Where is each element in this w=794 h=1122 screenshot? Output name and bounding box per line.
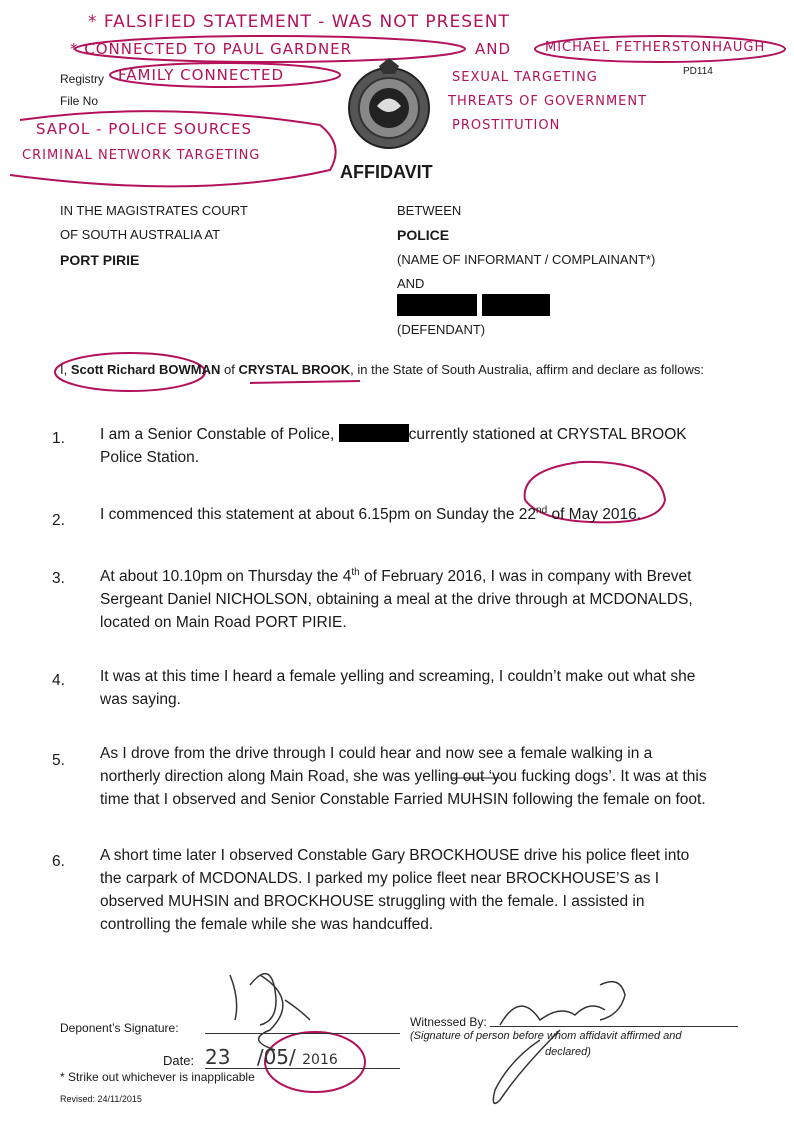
para-5-text-c: time that I observed and Senior Constable Farried MUHSIN following the female on foot. (100, 791, 706, 808)
paragraph-4 (100, 665, 695, 711)
witness-label: Witnessed By: (410, 1015, 487, 1029)
revised-date: Revised: 24/11/2015 (60, 1094, 142, 1104)
para-6-text-c: observed MUHSIN and BROCKHOUSE struggling with the female. I assisted in (100, 893, 645, 910)
para-3-text-b: of February 2016, I was in company with Brevet (364, 568, 692, 586)
para-1-text-a: I am a Senior Constable of Police, (100, 426, 335, 443)
para-3-text-a: At about 10.10pm on Thursday the 4 (100, 568, 352, 586)
annotation-gardner: * CONNECTED TO PAUL GARDNER (70, 40, 353, 58)
para-2-day: 22 (518, 506, 537, 524)
para-4-text-a: It was at this time I heard a female yelling and screaming, I couldn’t make out what she (100, 668, 696, 685)
para-3-text-c: Sergeant Daniel NICHOLSON, obtaining a meal at the drive through at MCDONALDS, (100, 591, 693, 609)
strike-note: * Strike out whichever is inapplicable (60, 1070, 255, 1084)
para-5-text-b3: ‘you fucking dogs’. It was at this (488, 768, 707, 785)
annotation-criminal-network: CRIMINAL NETWORK TARGETING (22, 148, 261, 163)
para-number: 6. (52, 853, 65, 870)
badge-icon (343, 56, 435, 152)
annotation-fetherstonhaugh: MICHAEL FETHERSTONHAUGH (545, 40, 766, 55)
para-number: 2. (52, 512, 65, 529)
witness-signature-line (490, 1026, 738, 1027)
informant-name: POLICE (397, 227, 450, 243)
declaration-of: of (223, 362, 235, 377)
date-day: 23 (205, 1045, 231, 1069)
para-1-text-c: Police Station. (100, 449, 200, 466)
para-number: 1. (52, 430, 65, 447)
paragraph-6 (100, 844, 689, 936)
paragraph-5 (100, 742, 707, 811)
declaration-suffix: , in the State of South Australia, affirm and declare as follows: (350, 362, 705, 377)
para-2-text-b: of May 2016. (551, 506, 642, 524)
para-number: 5. (52, 752, 65, 769)
file-no-label: File No (60, 94, 99, 108)
annotation-sapol: SAPOL - POLICE SOURCES (36, 120, 253, 138)
page-title: AFFIDAVIT (340, 162, 433, 182)
redaction-defendant-last (482, 294, 550, 316)
para-1-text-b: currently stationed at CRYSTAL BROOK (408, 426, 687, 443)
paragraph-3 (100, 561, 693, 634)
declarant-town: CRYSTAL BROOK (238, 362, 351, 377)
annotation-threats: THREATS OF GOVERNMENT (448, 94, 648, 109)
para-2-sup: nd (536, 505, 548, 516)
annotation-sexual: SEXUAL TARGETING (452, 70, 598, 85)
para-5-text-b1: northerly direction along Main Road, she was (100, 768, 411, 785)
and-label: AND (397, 276, 425, 291)
paragraph-2 (100, 499, 641, 526)
redaction-defendant-first (397, 294, 477, 316)
para-6-text-a: A short time later I observed Constable Gary BROCKHOUSE drive his police fleet into (100, 847, 690, 864)
para-3-text-d: located on Main Road PORT PIRIE. (100, 614, 347, 632)
date-line (205, 1068, 400, 1069)
para-2-text-a: I commenced this statement at about 6.15pm on Sunday the (100, 506, 515, 524)
date-month: 05 (263, 1045, 290, 1069)
date-year: 2016 (302, 1052, 338, 1068)
para-5-text-a: As I drove from the drive through I could hear and now see a female walking in a (100, 745, 653, 762)
witness-note-2: declared) (545, 1046, 591, 1058)
sapol-emblem (343, 56, 435, 152)
annotation-falsified: * FALSIFIED STATEMENT - WAS NOT PRESENT (88, 12, 510, 32)
redaction-id (339, 424, 409, 442)
para-5-yelling-out: yelling out (414, 768, 485, 785)
para-6-text-d: controlling the female while she was handcuffed. (100, 916, 434, 933)
witness-note-1: (Signature of person before whom affidavit affirmed and (410, 1030, 682, 1042)
para-3-sup: th (351, 567, 360, 578)
form-code: PD114 (683, 66, 713, 77)
registry-label: Registry (60, 72, 105, 86)
para-6-text-b: the carpark of MCDONALDS. I parked my police fleet near BROCKHOUSE’S as I (100, 870, 660, 887)
informant-note: (NAME OF INFORMANT / COMPLAINANT*) (397, 252, 656, 267)
declaration-prefix: I, (60, 362, 68, 377)
para-number: 4. (52, 672, 65, 689)
para-4-text-b: was saying. (100, 691, 181, 708)
annotation-prostitution: PROSTITUTION (452, 118, 561, 133)
court-line-2: OF SOUTH AUSTRALIA AT (60, 227, 221, 242)
annotation-family: FAMILY CONNECTED (118, 66, 285, 84)
between-label: BETWEEN (397, 203, 462, 218)
declaration-line (60, 362, 704, 377)
date-handwritten: 23 /05/ 2016 (205, 1045, 338, 1069)
para-number: 3. (52, 570, 65, 587)
annotation-and: AND (475, 40, 512, 58)
court-line-1: IN THE MAGISTRATES COURT (60, 203, 248, 218)
declarant-name: Scott Richard BOWMAN (70, 362, 221, 377)
court-place: PORT PIRIE (60, 252, 140, 268)
date-label: Date: (163, 1053, 195, 1068)
paragraph-1 (100, 423, 740, 469)
defendant-note: (DEFENDANT) (397, 322, 486, 337)
deponent-signature-label: Deponent’s Signature: (60, 1021, 179, 1035)
deponent-signature-line (205, 1033, 400, 1034)
